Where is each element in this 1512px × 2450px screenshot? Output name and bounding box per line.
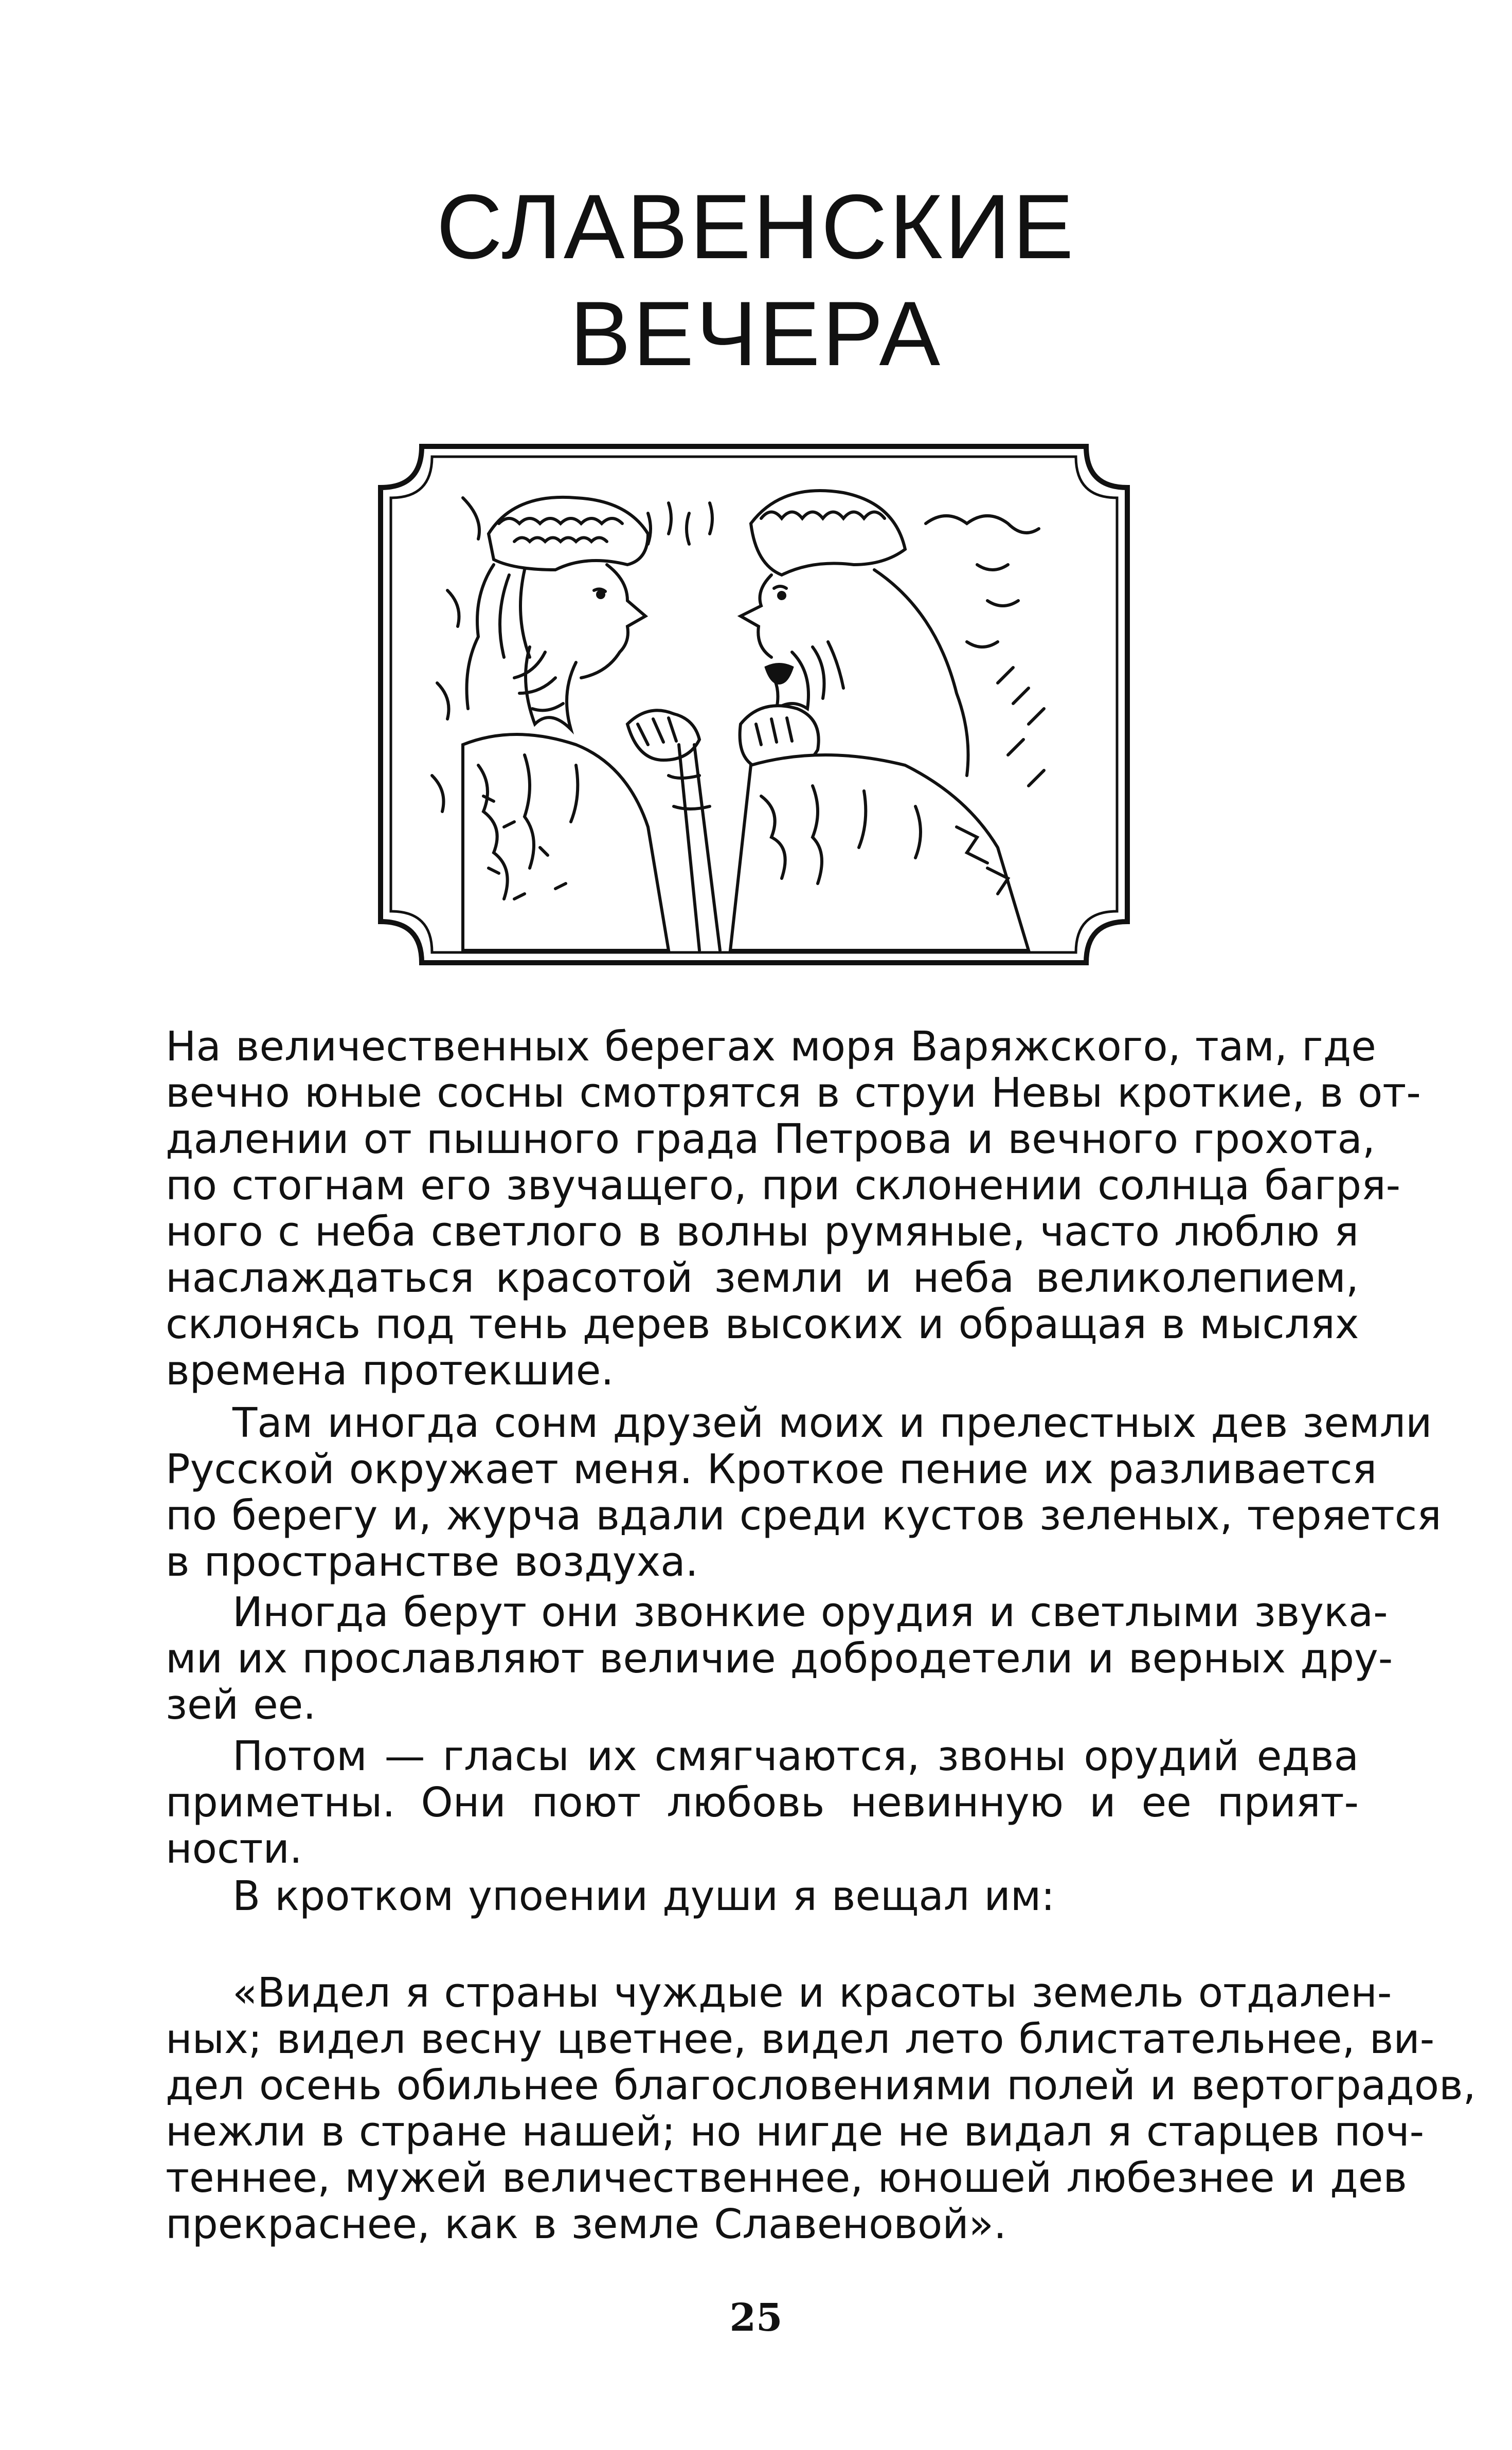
text-line: «Видел я страны чуждые и красоты земель отдален- xyxy=(232,1969,1392,2016)
body-text xyxy=(166,1589,1393,1728)
text-line: Иногда берут они звонкие орудия и светлыми звука- xyxy=(232,1589,1388,1636)
paragraph-3 xyxy=(166,1589,1393,1728)
text-line: теннее, мужей величественнее, юношей любезнее и дев xyxy=(166,2154,1407,2202)
body-text xyxy=(166,1399,1442,1586)
text-line: дел осень обильнее благословениями полей и вертоградов, xyxy=(166,2062,1476,2109)
text-line: ности. xyxy=(166,1825,302,1872)
text-line: по стогнам его звучащего, при склонении солнца багря- xyxy=(166,1162,1401,1209)
body-text xyxy=(166,1969,1476,2248)
chapter-title-line-1: СЛАВЕНСКИЕ xyxy=(436,175,1076,278)
text-line: зей ее. xyxy=(166,1681,316,1728)
text-line: Там иногда сонм друзей моих и прелестных дев земли xyxy=(232,1399,1432,1447)
text-line: в пространстве воздуха. xyxy=(166,1538,698,1586)
text-line: ных; видел весну цветнее, видел лето блистательнее, ви- xyxy=(166,2015,1435,2063)
text-line: склонясь под тень дерев высоких и обращая в мыслях xyxy=(166,1301,1359,1348)
text-line: времена протекшие. xyxy=(166,1347,614,1394)
text-line: по берегу и, журча вдали среди кустов зеленых, теряется xyxy=(166,1492,1442,1539)
text-line: В кротком упоении души я вещал им: xyxy=(232,1872,1055,1920)
body-text xyxy=(166,1023,1421,1394)
text-line: Русской окружает меня. Кроткое пение их разливается xyxy=(166,1446,1377,1493)
paragraph-6 xyxy=(166,1969,1476,2248)
chapter-title-line-2: ВЕЧЕРА xyxy=(569,282,943,385)
body-text xyxy=(166,1733,1359,1872)
text-line: далении от пышного града Петрова и вечного грохота, xyxy=(166,1115,1375,1163)
text-line: прекраснее, как в земле Славеновой». xyxy=(166,2201,1007,2248)
engraving-two-bearded-men-icon xyxy=(360,436,1148,973)
text-line: вечно юные сосны смотрятся в струи Невы кроткие, в от- xyxy=(166,1069,1421,1116)
page-number: 25 xyxy=(729,2296,783,2340)
paragraph-4 xyxy=(166,1733,1359,1872)
body-text xyxy=(166,1873,1359,1919)
text-line: ного с неба светлого в волны румяные, часто люблю я xyxy=(166,1208,1359,1255)
paragraph-2 xyxy=(166,1399,1442,1586)
paragraph-1 xyxy=(166,1023,1421,1394)
text-line: На величественных берегах моря Варяжского, там, где xyxy=(166,1023,1376,1070)
text-line: наслаждаться красотой земли и неба великолепием, xyxy=(166,1254,1359,1302)
text-line: приметны. Они поют любовь невинную и ее прият- xyxy=(166,1779,1359,1826)
text-line: ми их прославляют величие добродетели и верных дру- xyxy=(166,1635,1393,1682)
text-line: нежли в стране нашей; но нигде не видал я старцев поч- xyxy=(166,2108,1425,2155)
paragraph-5 xyxy=(166,1873,1359,1919)
text-line: Потом — гласы их смягчаются, звоны орудий едва xyxy=(232,1733,1359,1780)
